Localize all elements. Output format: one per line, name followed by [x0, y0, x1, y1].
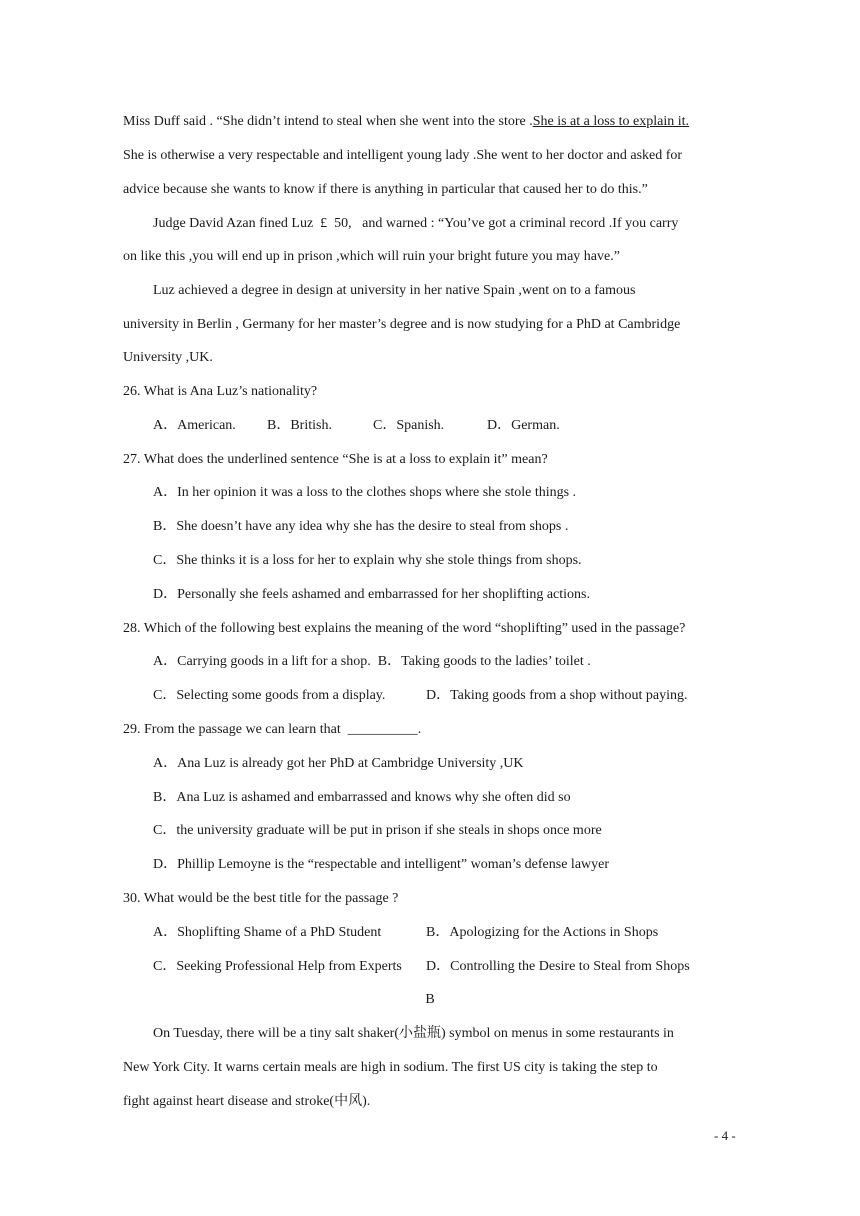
question-26-option-c: C．Spanish. — [373, 418, 445, 433]
section-b-heading: B — [425, 992, 435, 1007]
question-30-option-c: C．Seeking Professional Help from Experts — [153, 959, 402, 974]
passage-paragraph-1-line-1 — [123, 112, 689, 132]
passage-paragraph-3-line-3: University ,UK. — [123, 350, 213, 365]
question-27-option-c: C．She thinks it is a loss for her to explain why she stole things from shops. — [153, 553, 582, 568]
question-30-option-b: B．Apologizing for the Actions in Shops — [426, 925, 659, 940]
section-b-line-1: On Tuesday, there will be a tiny salt shaker(小盐瓶) symbol on menus in some restaurants in — [153, 1026, 674, 1041]
section-b-line-2: New York City. It warns certain meals are high in sodium. The first US city is taking the step to — [123, 1060, 658, 1075]
question-26-option-a: A．American. — [153, 418, 236, 433]
question-29-option-b: B．Ana Luz is ashamed and embarrassed and knows why she often did so — [153, 790, 571, 805]
question-27-option-d: D．Personally she feels ashamed and embarrassed for her shoplifting actions. — [153, 587, 590, 602]
passage-paragraph-3-line-2: university in Berlin , Germany for her master’s degree and is now studying for a PhD at Cambridge — [123, 317, 681, 332]
question-29-option-c: C．the university graduate will be put in prison if she steals in shops once more — [153, 823, 602, 838]
passage-paragraph-1-line-3: advice because she wants to know if there is anything in particular that caused her to do this.” — [123, 182, 648, 197]
question-28-options-a-b: A．Carrying goods in a lift for a shop. B．Taking goods to the ladies’ toilet . — [153, 654, 591, 669]
section-b-line-3: fight against heart disease and stroke(中风). — [123, 1094, 371, 1109]
question-28-stem: 28. Which of the following best explains the meaning of the word “shoplifting” used in the passage? — [123, 621, 686, 636]
question-30-stem: 30. What would be the best title for the passage ? — [123, 891, 399, 906]
question-27-stem: 27. What does the underlined sentence “She is at a loss to explain it” mean? — [123, 452, 548, 467]
underlined-sentence: She is at a loss to explain it. — [532, 114, 690, 129]
passage-paragraph-3-line-1: Luz achieved a degree in design at university in her native Spain ,went on to a famous — [153, 283, 636, 298]
question-29-stem: 29. From the passage we can learn that __________. — [123, 722, 422, 737]
passage-paragraph-2-line-2: on like this ,you will end up in prison ,which will ruin your bright future you may have.” — [123, 249, 620, 264]
question-28-option-c: C．Selecting some goods from a display. — [153, 688, 386, 703]
question-30-option-a: A．Shoplifting Shame of a PhD Student — [153, 925, 382, 940]
question-29-option-d: D．Phillip Lemoyne is the “respectable and intelligent” woman’s defense lawyer — [153, 857, 610, 872]
question-27-option-a: A．In her opinion it was a loss to the clothes shops where she stole things . — [153, 485, 577, 500]
question-30-option-d: D．Controlling the Desire to Steal from Shops — [426, 959, 690, 974]
passage-paragraph-2-line-1: Judge David Azan fined Luz £ 50, and warned : “You’ve got a criminal record .If you carry — [153, 216, 679, 231]
page-number: - 4 - — [714, 1128, 736, 1143]
question-29-option-a: A．Ana Luz is already got her PhD at Cambridge University ,UK — [153, 756, 524, 771]
question-26-option-b: B．British. — [267, 418, 332, 433]
question-28-option-d: D．Taking goods from a shop without paying. — [426, 688, 688, 703]
passage-text: Miss Duff said . “She didn’t intend to steal when she went into the store . — [123, 114, 533, 129]
question-27-option-b: B．She doesn’t have any idea why she has the desire to steal from shops . — [153, 519, 569, 534]
question-26-option-d: D．German. — [487, 418, 560, 433]
question-26-stem: 26. What is Ana Luz’s nationality? — [123, 384, 318, 399]
passage-paragraph-1-line-2: She is otherwise a very respectable and intelligent young lady .She went to her doctor and asked for — [123, 148, 683, 163]
